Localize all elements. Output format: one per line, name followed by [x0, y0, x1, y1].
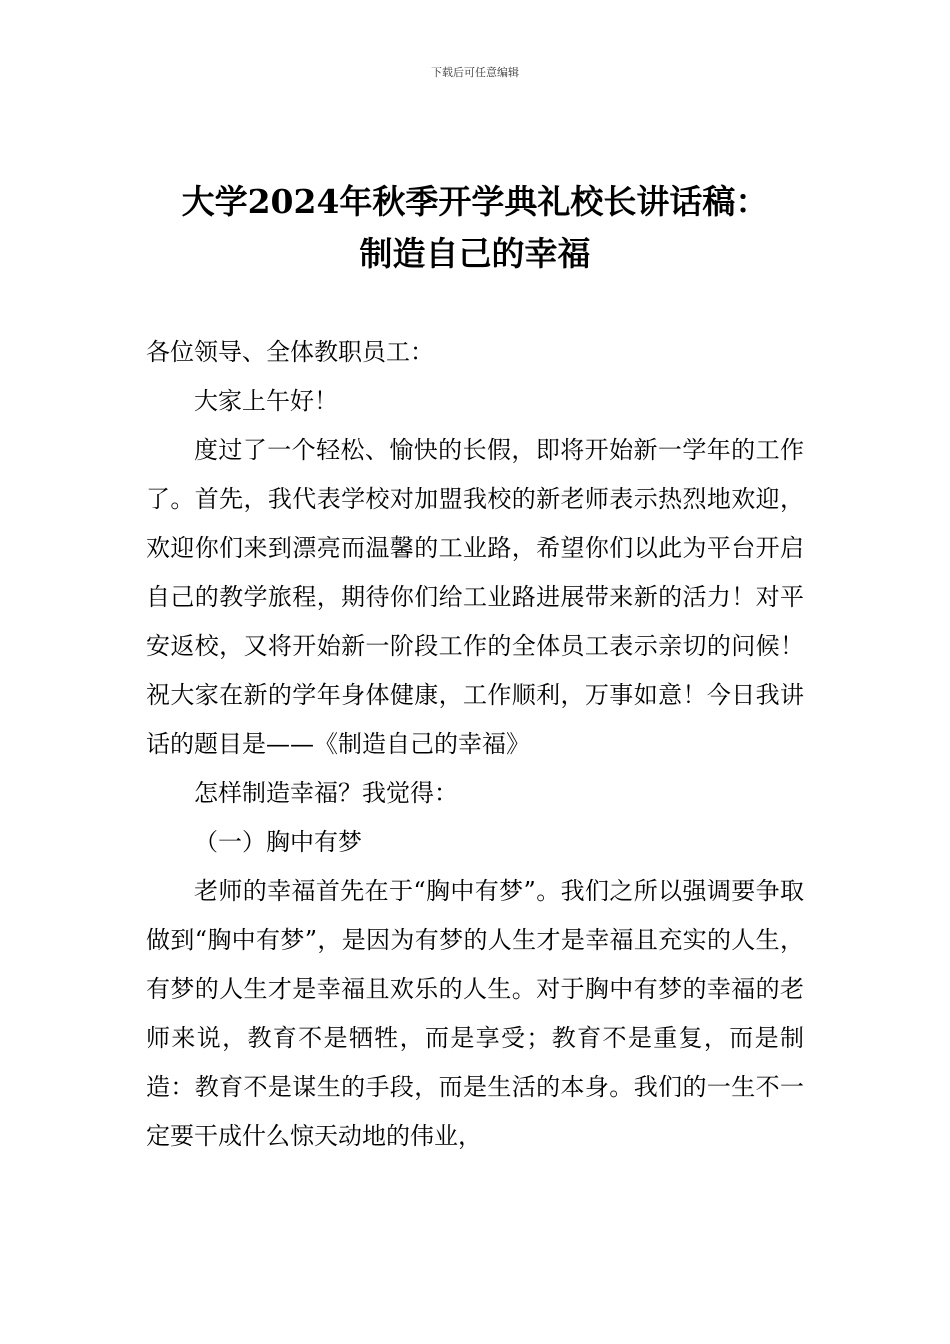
title-line-1: 大学2024年秋季开学典礼校长讲话稿： — [181, 182, 769, 221]
paragraph-section-1: 老师的幸福首先在于“胸中有梦”。我们之所以强调要争取做到“胸中有梦”，是因为有梦的人生才是幸福且充实的人生，有梦的人生才是幸福且欢乐的人生。对于胸中有梦的幸福的老师来说，教育不是牺牲，而是享受；教育不是重复，而是制造：教育不是谋生的手段，而是生活的本身。我们的一生不一定要干成什么惊天动地的伟业， — [146, 877, 804, 1150]
page-header-note: 下载后可任意编辑 — [431, 66, 519, 79]
paragraph-opening: 度过了一个轻松、愉快的长假，即将开始新一学年的工作了。首先，我代表学校对加盟我校的新老师表示热烈地欢迎，欢迎你们来到漂亮而温馨的工业路，希望你们以此为平台开启自己的教学旅程，期待你们给工业路进展带来新的活力！对平安返校，又将开始新一阶段工作的全体员工表示亲切的问候！祝大家在新的学年身体健康，工作顺利，万事如意！今日我讲话的题目是——《制造自己的幸福》 — [146, 436, 804, 758]
document-title — [100, 176, 850, 280]
greeting: 大家上午好！ — [194, 387, 338, 415]
title-line-2: 制造自己的幸福 — [359, 234, 591, 273]
document-body — [146, 328, 804, 1161]
paragraph-question: 怎样制造幸福？我觉得： — [194, 779, 458, 807]
salutation: 各位领导、全体教职员工： — [146, 338, 434, 366]
section-heading-1: （一）胸中有梦 — [194, 828, 362, 856]
